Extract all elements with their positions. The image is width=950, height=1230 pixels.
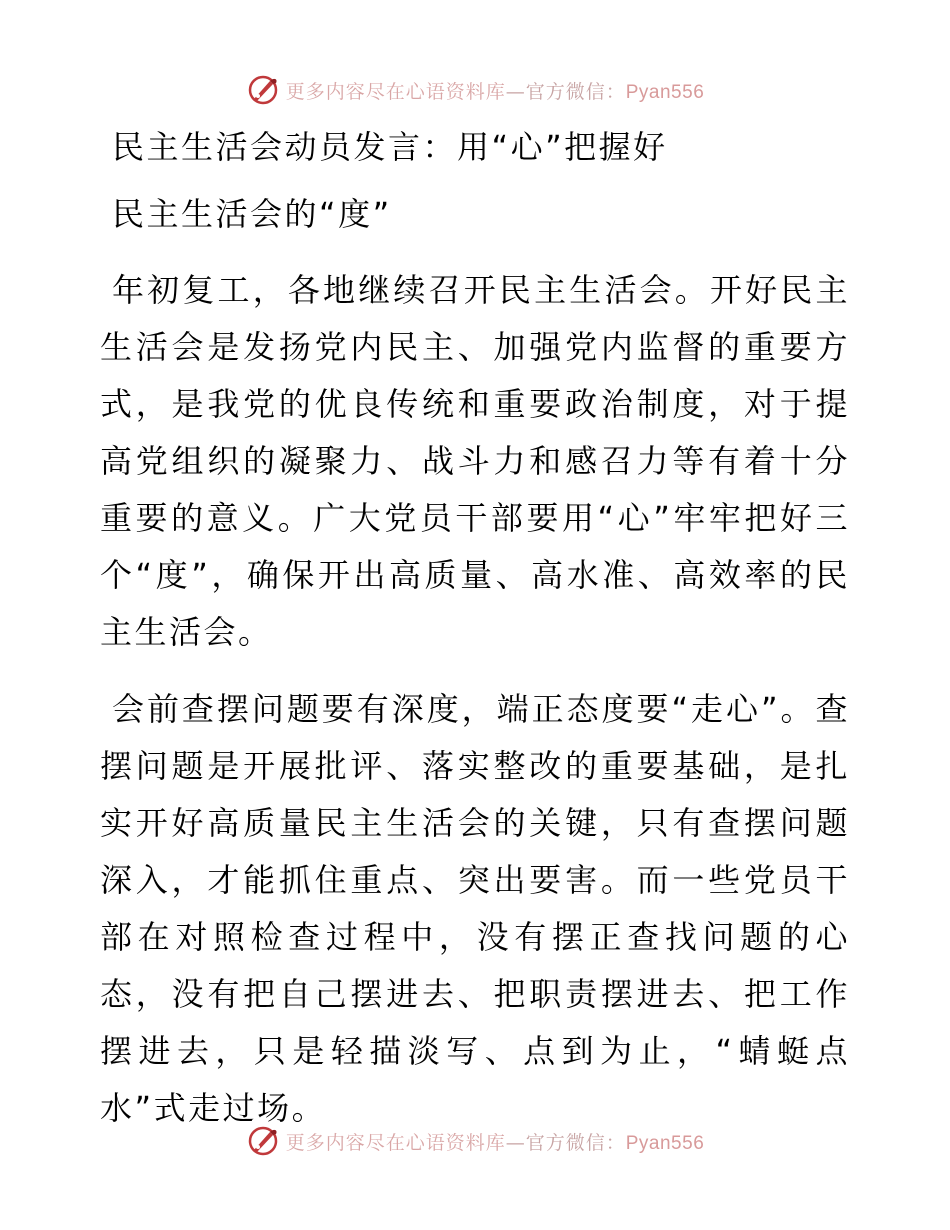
banner-text — [286, 77, 705, 104]
banner-wechat-label: 官方微信： — [525, 1131, 626, 1154]
body-paragraph-1-text: 年初复工，各地继续召开民主生活会。开好民主生活会是发扬党内民主、加强党内监督的重要方式，是我党的优良传统和重要政治制度，对于提高党组织的凝聚力、战斗力和感召力等有着十分重要的意义。广大党员干部要用“心”牢牢把好三个“度”，确保开出高质量、高水准、高效率的民主生活会。 — [100, 271, 850, 651]
document-body — [100, 124, 850, 1137]
document-title-line-2: 民主生活会的“度” — [112, 195, 392, 233]
banner-main-text: 更多内容尽在心语资料库 — [285, 80, 506, 103]
quill-logo-icon — [246, 1124, 280, 1158]
quill-logo-icon — [246, 73, 280, 107]
banner-wechat-id: Pyan556 — [625, 1132, 705, 1154]
banner-separator: — — [505, 1131, 526, 1154]
banner-wechat-label: 官方微信： — [525, 80, 626, 103]
banner-main-text: 更多内容尽在心语资料库 — [285, 1131, 506, 1154]
footer-watermark-banner — [0, 1123, 950, 1159]
body-paragraph-2-text: 会前查摆问题要有深度，端正态度要“走心”。查摆问题是开展批评、落实整改的重要基础，是扎实开好高质量民主生活会的关键，只有查摆问题深入，才能抓住重点、突出要害。而一些党员干部在对照检查过程中，没有摆正查找问题的心态，没有把自己摆进去、把职责摆进去、把工作摆进去，只是轻描淡写、点到为止，“蜻蜓点水”式走过场。 — [100, 690, 850, 1127]
body-paragraph-2 — [100, 681, 850, 1137]
document-title-line-1: 民主生活会动员发言：用“心”把握好 — [112, 128, 668, 166]
banner-wechat-id: Pyan556 — [625, 81, 705, 103]
banner-separator: — — [505, 80, 526, 103]
body-paragraph-1 — [100, 262, 850, 661]
header-watermark-banner — [0, 72, 950, 108]
banner-text — [286, 1128, 705, 1155]
